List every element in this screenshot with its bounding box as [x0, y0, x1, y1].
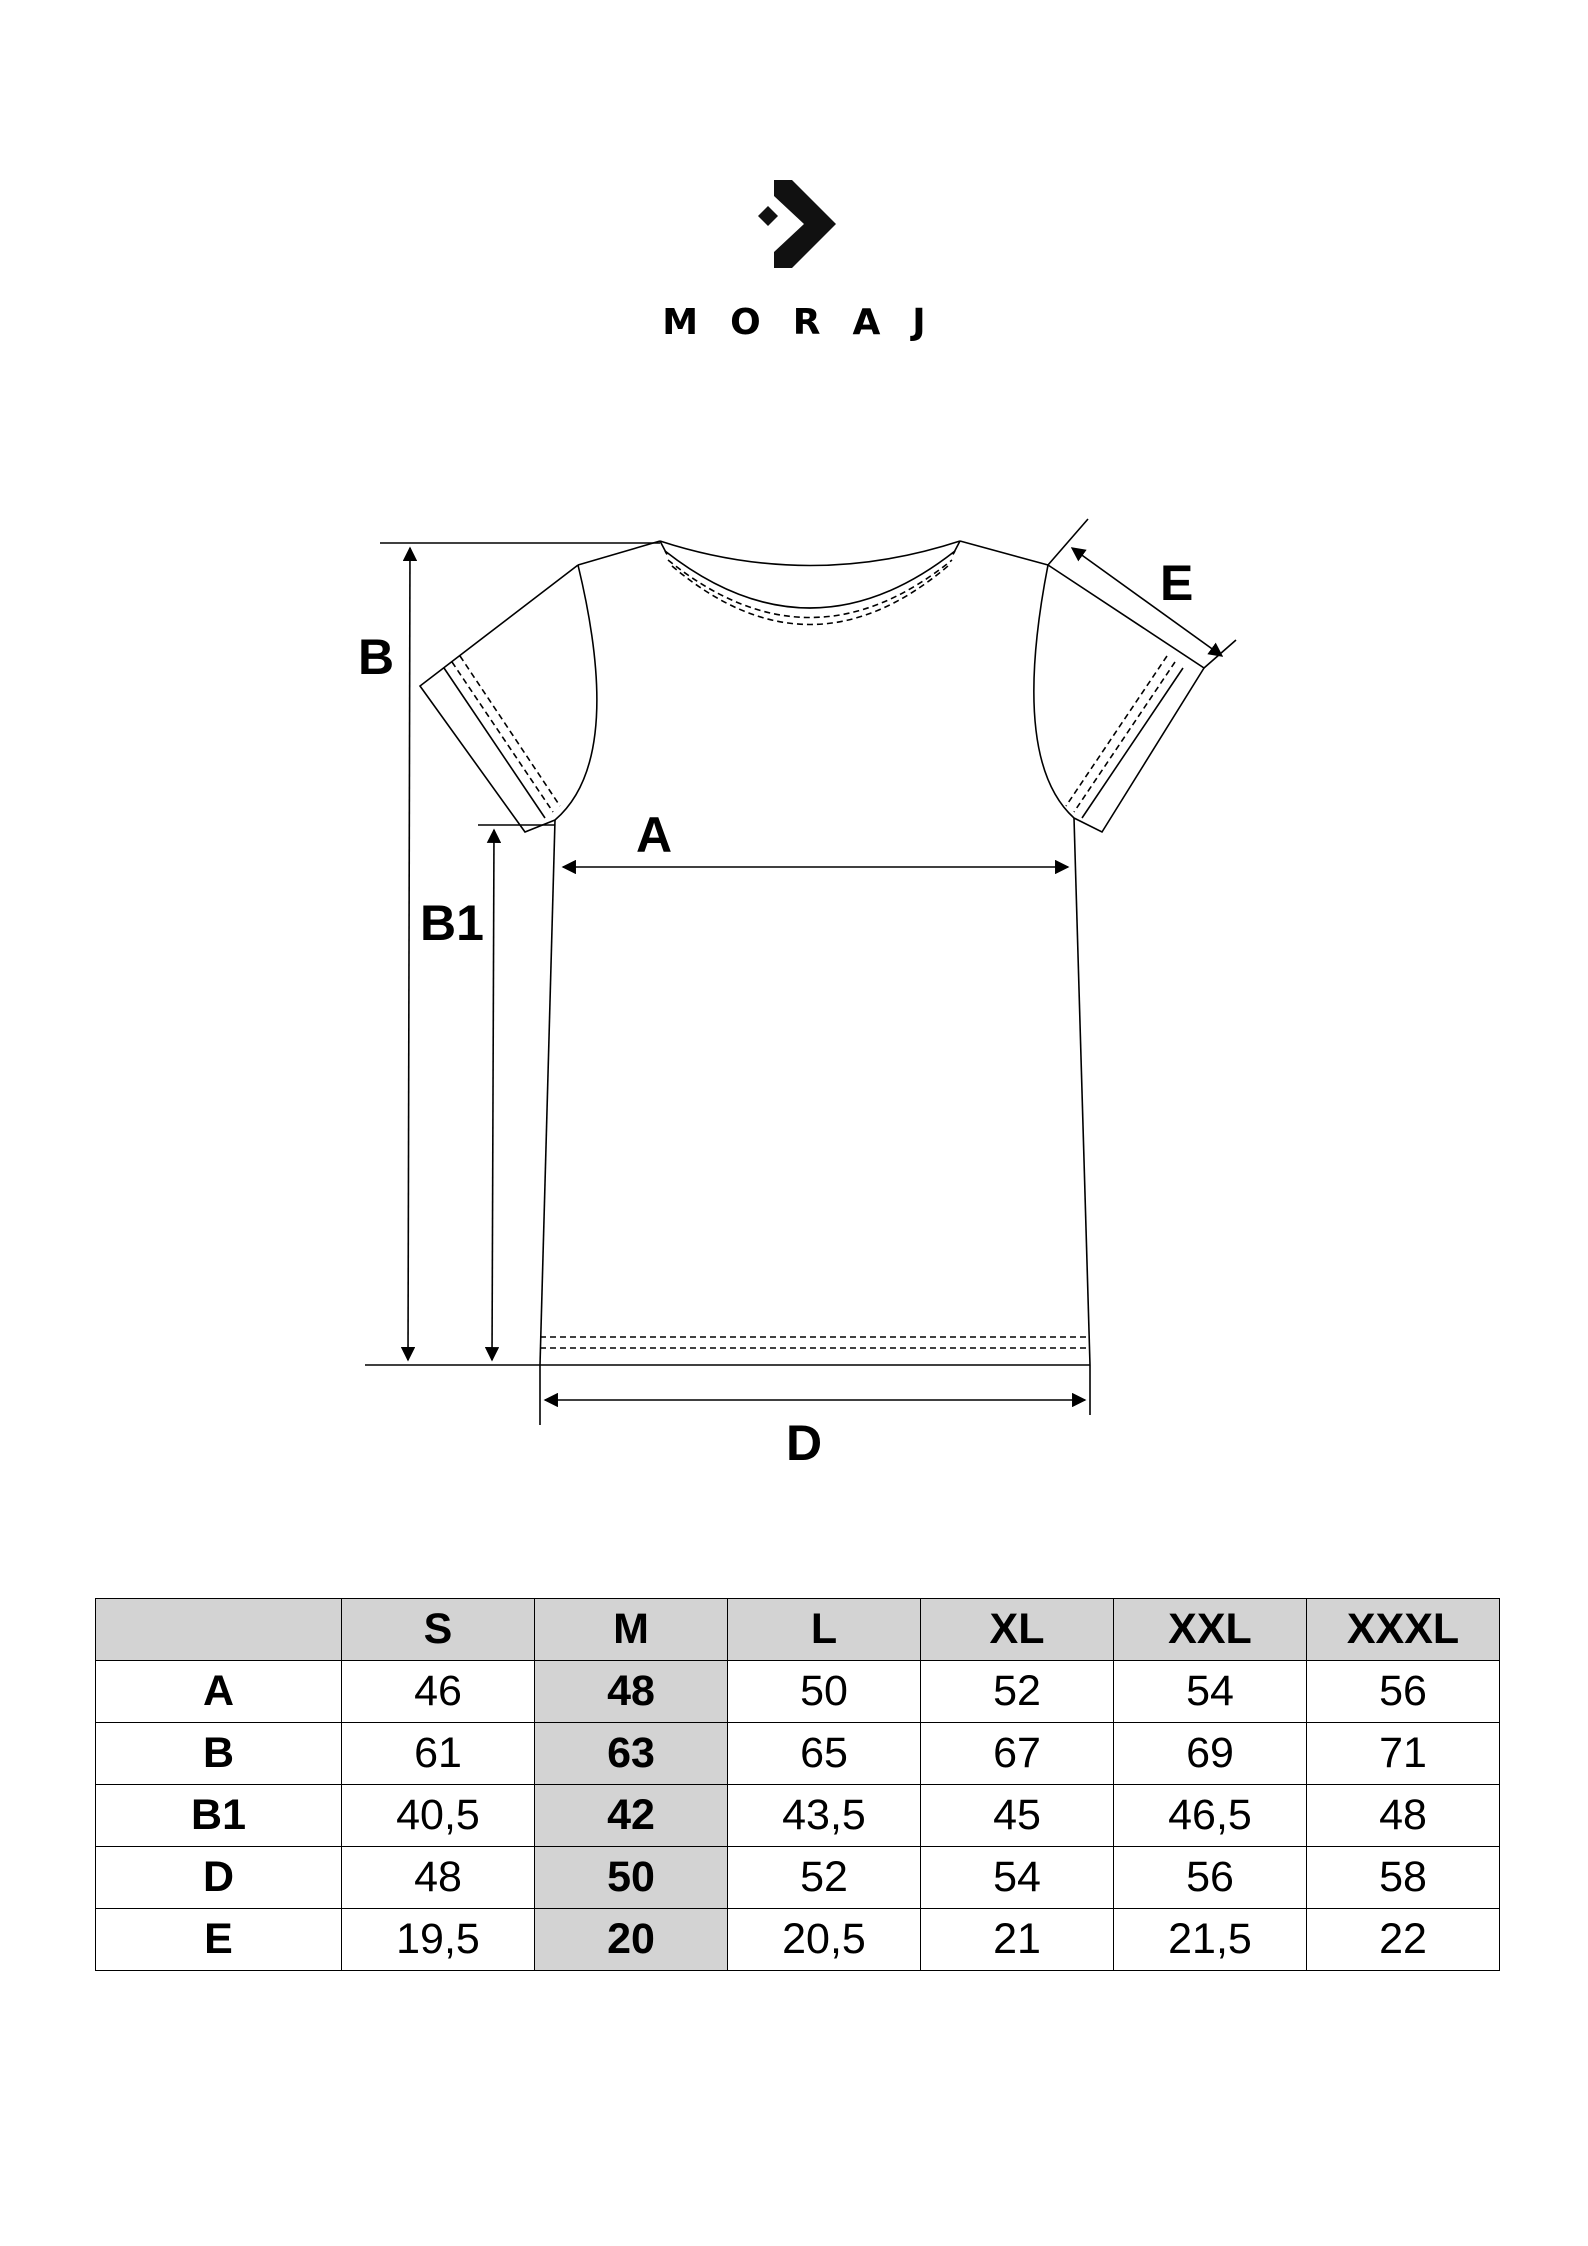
table-cell: 19,5 [342, 1909, 535, 1971]
row-label: E [96, 1909, 342, 1971]
table-cell: 48 [535, 1661, 728, 1723]
tshirt-outline [420, 541, 1204, 1365]
table-cell: 58 [1307, 1847, 1500, 1909]
table-cell: 50 [535, 1847, 728, 1909]
dimension-label-d: D [786, 1415, 823, 1471]
dimension-b-arrow [408, 548, 410, 1360]
table-cell: 42 [535, 1785, 728, 1847]
table-cell: 46,5 [1114, 1785, 1307, 1847]
dimension-label-b: B [358, 629, 395, 685]
brand-name: MORAJ [662, 302, 958, 343]
table-cell: 22 [1307, 1909, 1500, 1971]
table-row [96, 1909, 1500, 1971]
table-cell: 48 [1307, 1785, 1500, 1847]
table-cell: 21 [921, 1909, 1114, 1971]
table-cell: 63 [535, 1723, 728, 1785]
table-cell: 54 [1114, 1661, 1307, 1723]
header-size-m: M [535, 1599, 728, 1661]
table-row [96, 1785, 1500, 1847]
table-cell: 50 [728, 1661, 921, 1723]
header-size-s: S [342, 1599, 535, 1661]
header-size-l: L [728, 1599, 921, 1661]
dimension-label-a: A [636, 807, 673, 863]
row-label: B [96, 1723, 342, 1785]
table-cell: 40,5 [342, 1785, 535, 1847]
table-cell: 67 [921, 1723, 1114, 1785]
table-cell: 21,5 [1114, 1909, 1307, 1971]
table-cell: 61 [342, 1723, 535, 1785]
header-size-xl: XL [921, 1599, 1114, 1661]
table-cell: 45 [921, 1785, 1114, 1847]
table-cell: 20,5 [728, 1909, 921, 1971]
table-cell: 48 [342, 1847, 535, 1909]
size-table-header-row [96, 1599, 1500, 1661]
table-cell: 69 [1114, 1723, 1307, 1785]
dimension-e-arrow [1072, 548, 1222, 656]
header-size-xxxl: XXXL [1307, 1599, 1500, 1661]
table-cell: 54 [921, 1847, 1114, 1909]
table-cell: 71 [1307, 1723, 1500, 1785]
table-row [96, 1723, 1500, 1785]
table-cell: 20 [535, 1909, 728, 1971]
table-cell: 52 [921, 1661, 1114, 1723]
dimension-label-b1: B1 [420, 895, 484, 951]
row-label: D [96, 1847, 342, 1909]
table-cell: 56 [1114, 1847, 1307, 1909]
dimension-lines [365, 519, 1236, 1425]
header-corner-cell [96, 1599, 342, 1661]
table-cell: 56 [1307, 1661, 1500, 1723]
header-size-xxl: XXL [1114, 1599, 1307, 1661]
dimension-label-e: E [1160, 555, 1194, 611]
row-label: A [96, 1661, 342, 1723]
table-row [96, 1661, 1500, 1723]
row-label: B1 [96, 1785, 342, 1847]
table-cell: 65 [728, 1723, 921, 1785]
size-table [95, 1598, 1500, 1971]
dimension-b1-arrow [492, 830, 494, 1360]
table-row [96, 1847, 1500, 1909]
table-cell: 43,5 [728, 1785, 921, 1847]
table-cell: 46 [342, 1661, 535, 1723]
table-cell: 52 [728, 1847, 921, 1909]
